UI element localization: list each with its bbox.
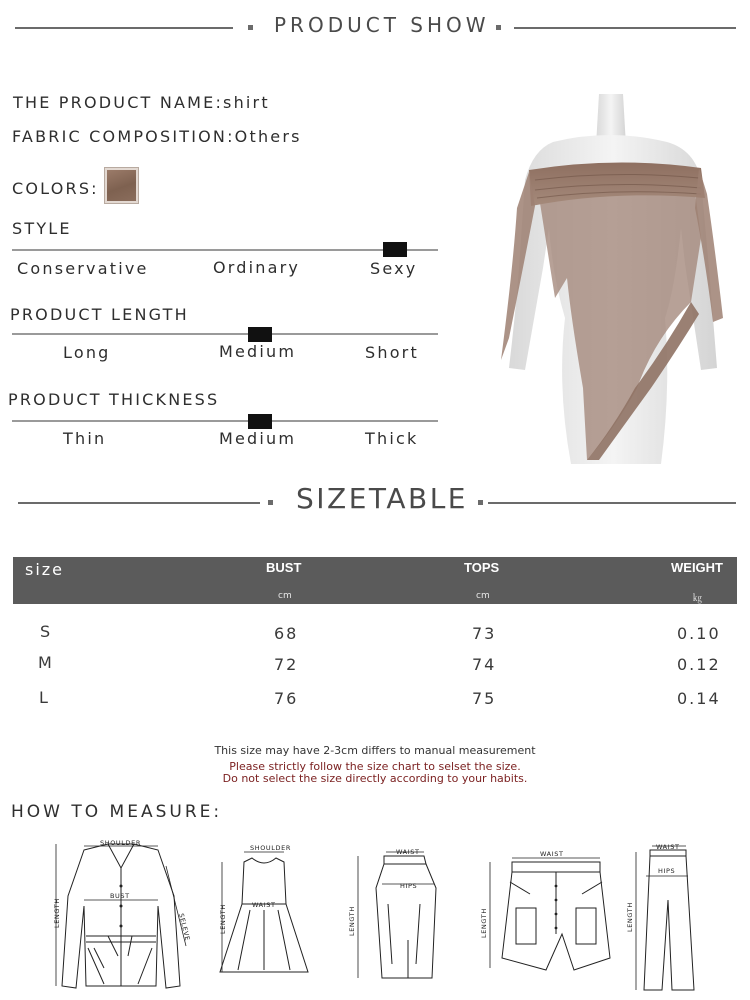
style-option-sexy: Sexy [370, 259, 418, 278]
row-s-tops: 73 [472, 624, 497, 643]
style-scale-marker [383, 242, 407, 257]
length-scale-track [12, 333, 438, 335]
trousers-measure-diagram [622, 840, 702, 992]
thickness-option-thin: Thin [63, 429, 107, 448]
skirt-length-label: LENGTH [348, 906, 356, 936]
dress-shoulder-label: SHOULDER [250, 844, 291, 852]
thickness-scale-marker [248, 414, 272, 429]
skirt-waist-label: WAIST [396, 848, 420, 856]
sizetable-title: SIZETABLE [296, 482, 468, 515]
product-photo [495, 88, 735, 466]
jacket-shoulder-label: SHOULDER [100, 839, 141, 847]
header-rule-right [514, 27, 736, 29]
col-weight-header: WEIGHT [671, 560, 723, 575]
size-table-header [13, 557, 737, 604]
style-option-ordinary: Ordinary [213, 258, 301, 277]
trousers-length-label: LENGTH [626, 902, 634, 932]
habit-warning: Do not select the size directly according to your habits. [222, 772, 528, 785]
row-m-size: M [38, 653, 54, 672]
dress-measure-diagram [214, 840, 314, 984]
jacket-bust-label: BUST [110, 892, 130, 900]
length-option-medium: Medium [219, 342, 297, 361]
sizetable-dot-right [478, 500, 483, 505]
col-size-header: size [25, 560, 65, 579]
thickness-scale-title: PRODUCT THICKNESS [8, 390, 220, 409]
row-s-weight: 0.10 [677, 624, 721, 643]
header-dot-left [248, 25, 253, 30]
measurement-note: This size may have 2-3cm differs to manual measurement [214, 744, 536, 757]
col-weight-unit: ㎏ [693, 594, 703, 604]
trousers-waist-label: WAIST [656, 843, 680, 851]
length-option-long: Long [63, 343, 111, 362]
sizetable-dot-left [268, 500, 273, 505]
size-chart-warning: Please strictly follow the size chart to selset the size. [229, 760, 521, 773]
jacket-length-label: LENGTH [53, 898, 61, 928]
trousers-hips-label: HIPS [658, 867, 676, 875]
thickness-scale-track [12, 420, 438, 422]
style-scale-track [12, 249, 438, 251]
jacket-sleeve-label: SELEVE [177, 912, 192, 942]
row-m-bust: 72 [274, 655, 299, 674]
product-name: THE PRODUCT NAME:shirt [13, 93, 270, 112]
product-show-title: PRODUCT SHOW [274, 13, 490, 37]
sizetable-rule-right [488, 502, 736, 504]
col-bust-header: BUST [266, 560, 302, 575]
style-scale-title: STYLE [12, 219, 72, 238]
header-dot-right [496, 25, 501, 30]
colors-label: COLORS: [12, 179, 99, 198]
skirt-hips-label: HIPS [400, 882, 418, 890]
fabric-composition: FABRIC COMPOSITION:Others [12, 127, 302, 146]
col-tops-header: TOPS [464, 560, 500, 575]
length-scale-title: PRODUCT LENGTH [10, 305, 189, 324]
style-option-conservative: Conservative [17, 259, 149, 278]
shorts-length-label: LENGTH [480, 908, 488, 938]
col-bust-unit: cm [278, 591, 292, 601]
row-m-weight: 0.12 [677, 655, 721, 674]
dress-waist-label: WAIST [252, 901, 276, 909]
length-option-short: Short [365, 343, 419, 362]
row-m-tops: 74 [472, 655, 497, 674]
color-swatch-brown[interactable] [105, 168, 138, 203]
how-to-measure-title: HOW TO MEASURE: [11, 802, 223, 822]
shorts-waist-label: WAIST [540, 850, 564, 858]
length-scale-marker [248, 327, 272, 342]
row-l-weight: 0.14 [677, 689, 721, 708]
row-l-size: L [39, 688, 50, 707]
thickness-option-thick: Thick [365, 429, 419, 448]
row-l-bust: 76 [274, 689, 299, 708]
skirt-measure-diagram [342, 844, 442, 986]
dress-length-label: LENGTH [219, 904, 227, 934]
jacket-measure-diagram [48, 836, 198, 992]
row-s-size: S [40, 622, 53, 641]
row-s-bust: 68 [274, 624, 299, 643]
thickness-option-medium: Medium [219, 429, 297, 448]
col-tops-unit: cm [476, 591, 490, 601]
header-rule-left [15, 27, 233, 29]
sizetable-rule-left [18, 502, 260, 504]
shorts-measure-diagram [476, 848, 616, 976]
row-l-tops: 75 [472, 689, 497, 708]
